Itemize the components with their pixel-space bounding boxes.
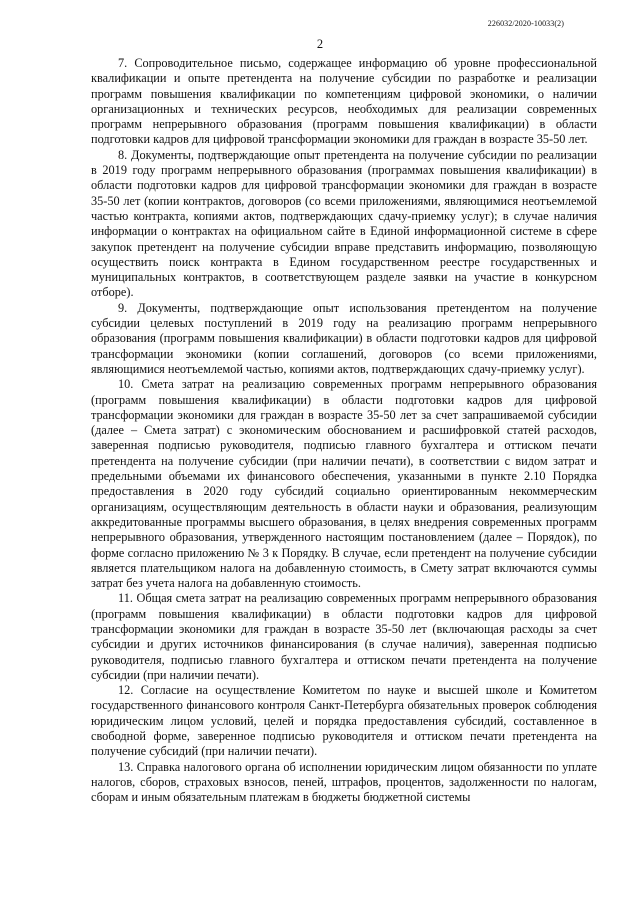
paragraph-item-9: 9. Документы, подтверждающие опыт использования претендентом на получение субсидии целевых поступлений в 2019 году на реализацию программ непрерывного образования (программ повышения квалификации) в области подготовки кадров для цифровой трансформации экономики (копии соглашений, договоров (со всеми приложениями, являющимися неотъемлемой частью, копиями актов, подтверждающих сдачу-приемку услуг). xyxy=(91,300,597,376)
document-body xyxy=(91,56,597,806)
paragraph-item-12: 12. Согласие на осуществление Комитетом по науке и высшей школе и Комитетом государственного финансового контроля Санкт-Петербурга обязательных проверок соблюдения юридическим лицом условий, целей и порядка предоставления субсидий, составленное в свободной форме, заверенное подписью руководителя и оттиском печати претендента на получение субсидий (при наличии печати). xyxy=(91,683,597,759)
paragraph-item-10: 10. Смета затрат на реализацию современных программ непрерывного образования (программ повышения квалификации) в области подготовки кадров для цифровой трансформации экономики для граждан в возрасте 35-50 лет за счет запрашиваемой субсидии (далее – Смета затрат) с экономическим обоснованием и расшифровкой статей расходов, заверенная подписью руководителя, подписью главного бухгалтера и оттиском печати претендента на получение субсидии (при наличии печати), в соответствии с видом затрат и предельными объемами их финансового обеспечения, указанными в пункте 2.10 Порядка предоставления в 2020 году субсидий социально ориентированным некоммерческим организациям, осуществляющим деятельность в области науки и образования, реализующим аккредитованные программы высшего образования, в целях внедрения современных программ непрерывного образования, утвержденного настоящим постановлением (далее – Порядок), по форме согласно приложению № 3 к Порядку. В случае, если претендент на получение субсидии является плательщиком налога на добавленную стоимость, в Смету затрат включаются суммы затрат без учета налога на добавленную стоимость. xyxy=(91,377,597,591)
paragraph-item-13: 13. Справка налогового органа об исполнении юридическим лицом обязанности по уплате налогов, сборов, страховых взносов, пеней, штрафов, процентов, задолженности по налогам, сборам и иным обязательным платежам в бюджеты бюджетной системы xyxy=(91,759,597,805)
paragraph-item-7: 7. Сопроводительное письмо, содержащее информацию об уровне профессиональной квалификации и опыте претендента на получение субсидии по разработке и реализации программ повышения квалификации по компетенциям цифровой экономики, о наличии организационных и технических ресурсов, необходимых для реализации современных программ непрерывного образования (программ повышения квалификации) в области подготовки кадров для цифровой трансформации экономики для граждан в возрасте 35-50 лет. xyxy=(91,56,597,147)
document-number: 226032/2020-10033(2) xyxy=(487,19,564,28)
page-number: 2 xyxy=(316,37,324,51)
paragraph-item-11: 11. Общая смета затрат на реализацию современных программ непрерывного образования (программ повышения квалификации) в области подготовки кадров для цифровой трансформации экономики для граждан в возрасте 35-50 лет (включающая расходы за счет субсидии и других источников финансирования (в случае наличия), заверенная подписью руководителя, подписью главного бухгалтера и оттиском печати претендента на получение субсидии (при наличии печати). xyxy=(91,591,597,682)
paragraph-item-8: 8. Документы, подтверждающие опыт претендента на получение субсидии по реализации в 2019 году программ непрерывного образования (программах повышения квалификации) в области подготовки кадров для цифровой трансформации экономики для граждан в возрасте 35-50 лет (копии контрактов, договоров (со всеми приложениями, являющимися неотъемлемой частью контракта, копиями актов, подтверждающих сдачу-приемку услуг); в случае наличия информации о контрактах на официальном сайте в Единой информационной системе в сфере закупок претендент на получение субсидии вправе представить информацию, позволяющую осуществить поиск контракта в Едином государственном реестре государственных и муниципальных контрактов, в соответствующем разделе заявки на участие в конкурсном отборе). xyxy=(91,147,597,300)
